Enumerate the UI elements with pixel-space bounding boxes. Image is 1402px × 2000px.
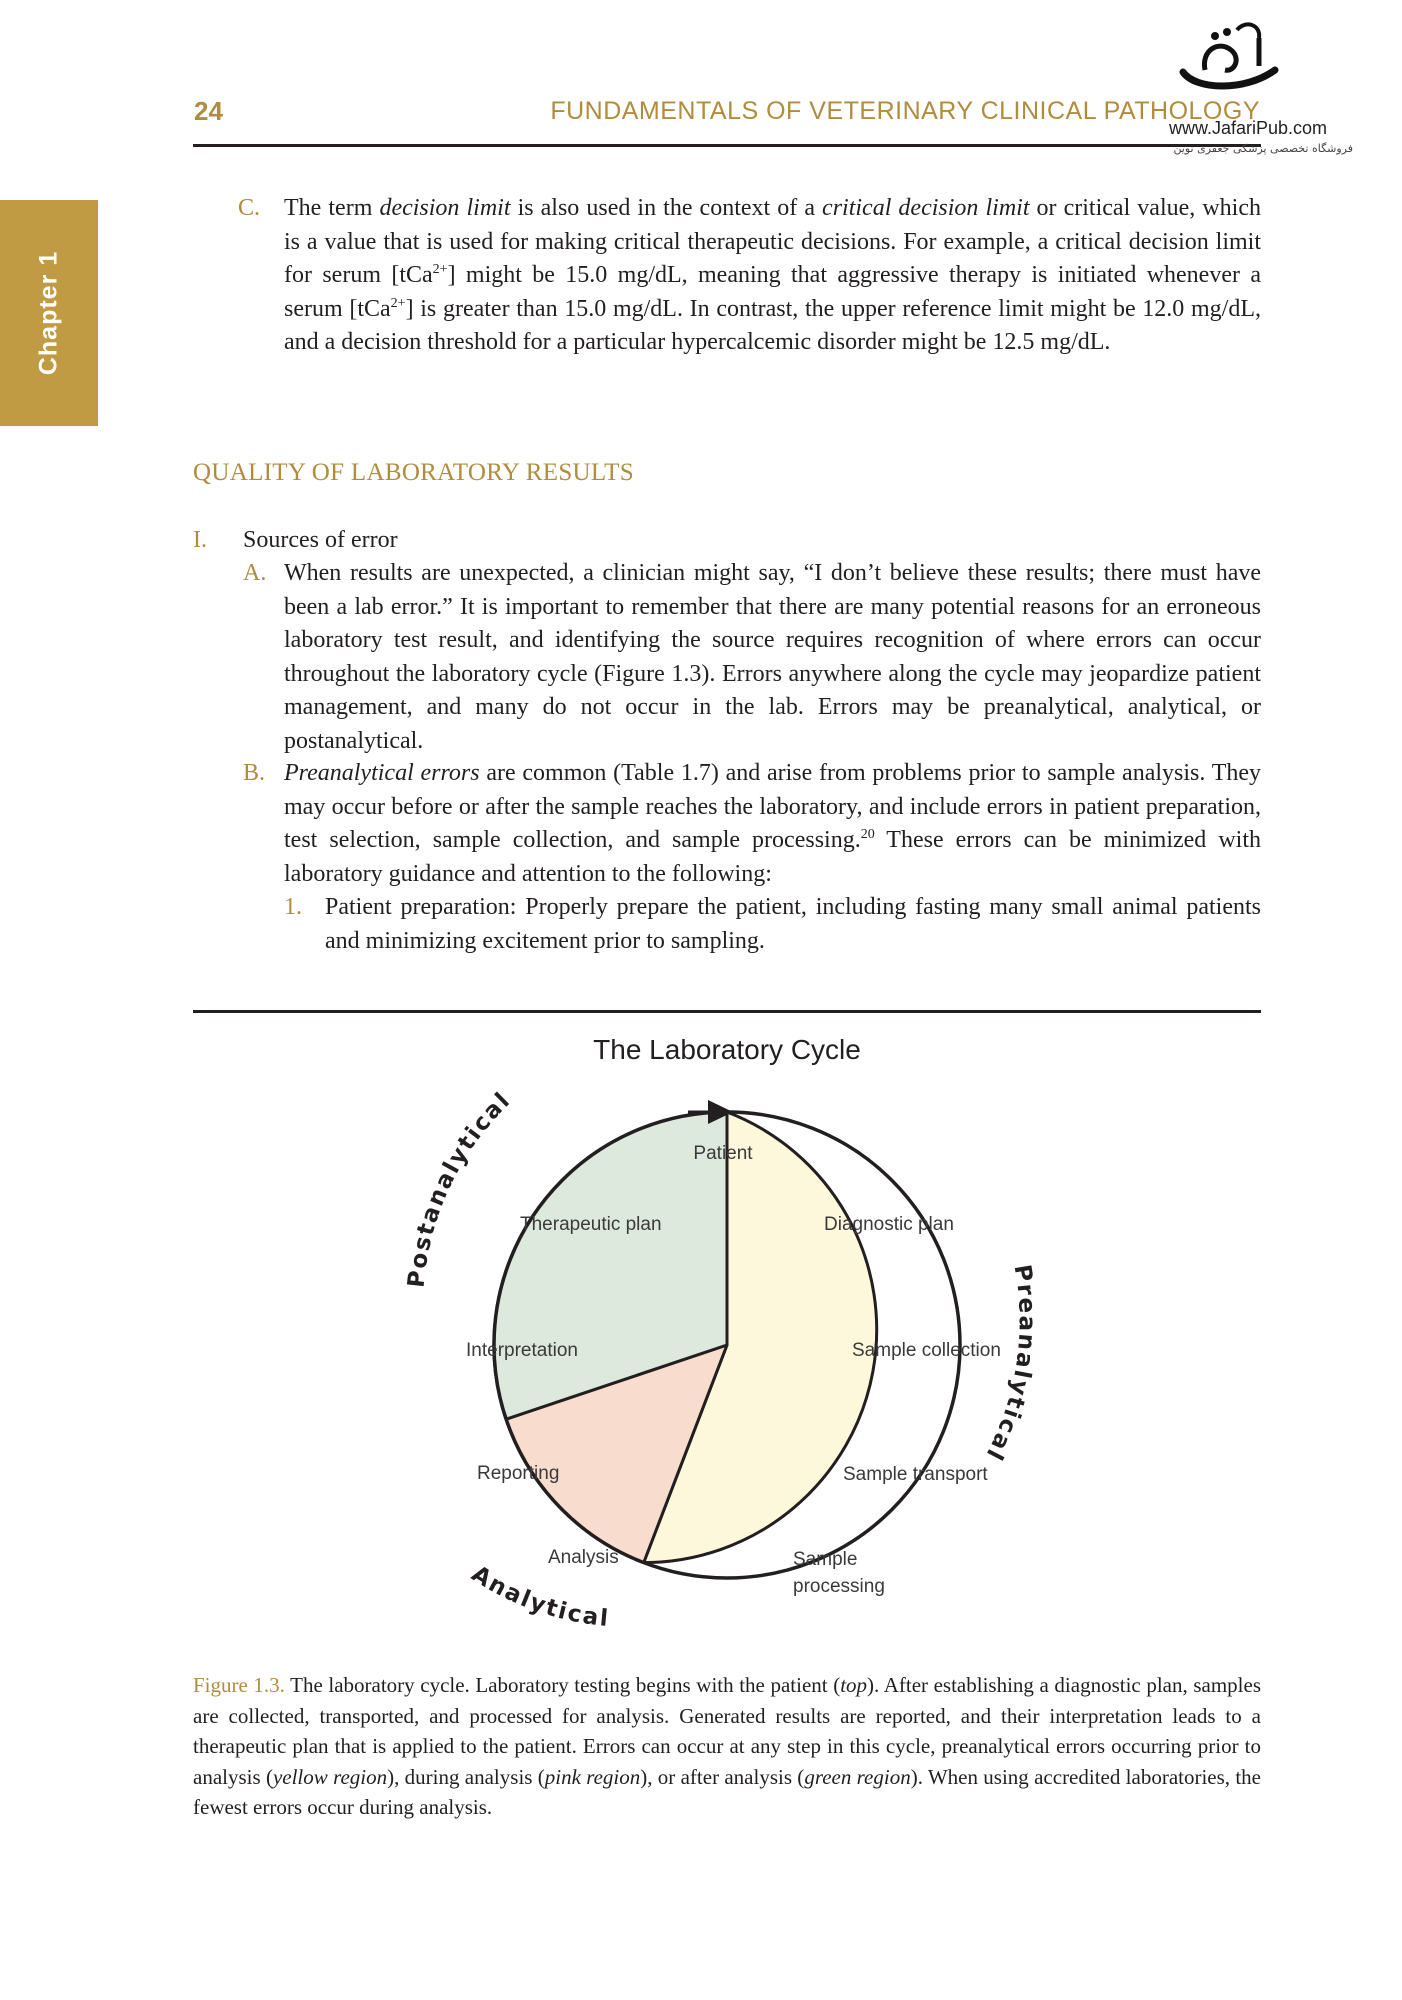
laboratory-cycle-diagram	[193, 1013, 1261, 1673]
item-b-paragraph: Preanalytical errors are common (Table 1.7) and arise from problems prior to sample analysis. They may occur before or after the sample reaches the laboratory, and include errors in patient preparation, test selection, sample collection, and sample processing.$^{20}$ These errors can be minimized with laboratory guidance and attention to the following:	[284, 760, 1262, 887]
page-number: 24	[194, 96, 223, 126]
item-a-paragraph: When results are unexpected, a clinician might say, “I don’t believe these results; there must have been a lab error.” It is important to remember that there are many potential reasons for an erroneous laboratory test result, and identifying the source requires recognition of where errors can occur throughout the laboratory cycle (Figure 1.3). Errors anywhere along the cycle may jeopardize patient management, and many do not occur in the lab. Errors may be preanalytical, analytical, or postanalytical.	[284, 560, 1261, 754]
item-i-text: Sources of error	[243, 527, 398, 553]
step-sample-processing-line1: Sample	[793, 1549, 858, 1570]
figure-laboratory-cycle	[193, 1013, 1261, 1683]
arc-label-preanalytical: Preanalytical	[979, 1262, 1040, 1466]
item-c-paragraph: The term decision limit is also used in the context of a critical decision limit or critical value, which is a value that is used for making critical therapeutic decisions. For example, a critical decision limit for serum [tCa$^{2+}$] might be 15.0 mg/dL, meaning that aggressive therapy is initiated whenever a serum [tCa$^{2+}$] is greater than 15.0 mg/dL. In contrast, the upper reference limit might be 12.0 mg/dL, and a decision threshold for a particular hypercalcemic disorder might be 12.5 mg/dL.	[284, 195, 1261, 355]
section-heading: QUALITY OF LABORATORY RESULTS	[193, 459, 634, 486]
chapter-tab-label: Chapter 1	[34, 250, 63, 376]
step-sample-processing-line2: processing	[793, 1576, 885, 1597]
step-patient: Patient	[693, 1143, 753, 1164]
item-1-paragraph: Patient preparation: Properly prepare the patient, including fasting many small animal patients and minimizing excitement prior to sampling.	[325, 894, 1261, 954]
arc-label-postanalytical: Postanalytical	[403, 1086, 517, 1289]
publisher-logo-icon	[1175, 20, 1285, 98]
publisher-watermark	[1135, 20, 1375, 155]
running-head: FUNDAMENTALS OF VETERINARY CLINICAL PATHOLOGY	[550, 97, 1260, 125]
watermark-persian-text: فروشگاه تخصصی پزشکی جعفری نوین	[1173, 142, 1353, 155]
item-c-marker: C.	[238, 195, 261, 221]
term-preanalytical-errors: Preanalytical errors	[284, 760, 480, 786]
item-b-marker: B.	[243, 760, 266, 786]
term-decision-limit: decision limit	[379, 195, 511, 221]
figure-title: The Laboratory Cycle	[593, 1034, 861, 1065]
chapter-tab	[0, 200, 98, 426]
step-sample-collection: Sample collection	[852, 1340, 1001, 1361]
caption-label: Figure 1.3.	[193, 1673, 285, 1697]
arc-label-analytical: Analytical	[466, 1560, 611, 1633]
step-sample-transport: Sample transport	[843, 1464, 988, 1485]
step-therapeutic-plan: Therapeutic plan	[520, 1214, 662, 1235]
item-a-marker: A.	[243, 560, 267, 586]
watermark-url: www.JafariPub.com	[1169, 118, 1328, 138]
step-diagnostic-plan: Diagnostic plan	[824, 1214, 954, 1235]
header-rule	[193, 144, 1261, 147]
item-i-marker: I.	[193, 527, 207, 553]
figure-caption: Figure 1.3. The laboratory cycle. Laboratory testing begins with the patient (top). After establishing a diagnostic plan, samples are collected, transported, and processed for analysis. Generated results are reported, and their interpretation leads to a therapeutic plan that is applied to the patient. Errors can occur at any step in this cycle, preanalytical errors occurring prior to analysis (yellow region), during analysis (pink region), or after analysis (green region). When using accredited laboratories, the fewest errors occur during analysis.	[193, 1673, 1261, 1819]
step-reporting: Reporting	[477, 1463, 560, 1484]
item-1-marker: 1.	[284, 894, 302, 920]
term-critical-decision-limit: critical decision limit	[822, 195, 1030, 221]
step-analysis: Analysis	[548, 1547, 619, 1568]
step-interpretation: Interpretation	[466, 1340, 578, 1361]
